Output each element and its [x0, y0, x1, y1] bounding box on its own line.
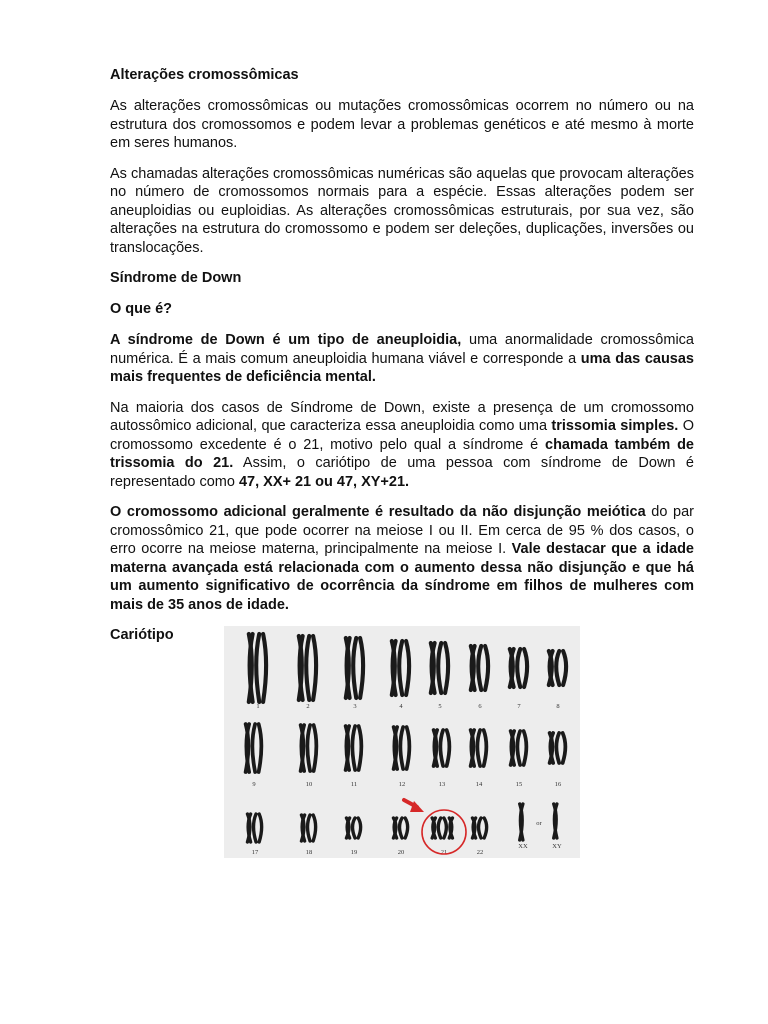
- chromosome-label-12: 12: [398, 781, 406, 788]
- chromosome-label-3: 3: [353, 703, 357, 710]
- chromosome-pair-XY: [554, 804, 557, 838]
- chromosome-pair-17: [247, 814, 261, 842]
- chromosome-pair-5: [431, 643, 448, 693]
- chromosome-pair-18: [301, 815, 315, 841]
- chromosome-label-15: 15: [515, 781, 523, 788]
- chromosome-pair-1: [249, 634, 266, 702]
- paragraph-nondisjunction: O cromossomo adicional geralmente é resultado da não disjunção meiótica do par cromossômico 21, que pode ocorrer na meiose I ou II. Em cerca de 95 % dos casos, o erro ocorre na meiose materna, principalmente na meiose I. Vale destacar que a idade materna avançada está relacionada com o aumento dessa não disjunção e que há um aumento significativo de ocorrência da síndrome em filhos de mulheres com mais de 35 anos de idade.: [110, 504, 694, 613]
- chromosome-pair-3: [346, 638, 363, 698]
- heading-what-is: O que é?: [110, 301, 173, 317]
- document-body: [110, 66, 694, 657]
- chromosome-label-8: 8: [556, 703, 560, 710]
- chromosome-label-5: 5: [438, 703, 442, 710]
- or-label: or: [536, 820, 542, 827]
- heading-karyotype: Cariótipo: [110, 627, 174, 643]
- heading-down-syndrome: Síndrome de Down: [110, 270, 242, 286]
- chromosome-pair-13: [434, 730, 450, 766]
- chromosome-label-14: 14: [475, 781, 483, 788]
- chromosome-pair-21: [432, 818, 452, 838]
- chromosome-pair-6: [471, 646, 488, 690]
- chromosome-label-7: 7: [517, 703, 521, 710]
- chromosome-label-2: 2: [306, 703, 310, 710]
- chromosome-label-10: 10: [305, 781, 313, 788]
- chromosome-pair-7: [510, 649, 527, 687]
- heading-chromosomal-alterations: Alterações cromossômicas: [110, 67, 299, 83]
- chromosome-pair-10: [301, 725, 317, 771]
- chromosome-label-21: 21: [440, 849, 448, 856]
- chromosome-label-9: 9: [252, 781, 256, 788]
- chromosome-label-20: 20: [397, 849, 405, 856]
- chromosome-label-XX: XX: [518, 843, 528, 850]
- chromosome-pair-22: [472, 818, 486, 838]
- chromosome-label-16: 16: [554, 781, 562, 788]
- chromosome-pair-20: [393, 818, 407, 838]
- chromosome-label-11: 11: [350, 781, 358, 788]
- chromosome-pair-12: [394, 727, 410, 769]
- chromosome-pair-19: [346, 818, 360, 838]
- chromosome-label-1: 1: [256, 703, 260, 710]
- chromosome-label-19: 19: [350, 849, 358, 856]
- paragraph-intro: As alterações cromossômicas ou mutações cromossômicas ocorrem no número ou na estrutura dos cromossomos e podem levar a problemas genéticos e até mesmo à morte em seres humanos.: [110, 98, 694, 151]
- chromosome-label-XY: XY: [552, 843, 562, 850]
- chromosome-pair-4: [392, 641, 409, 695]
- chromosome-label-17: 17: [251, 849, 259, 856]
- chromosome-pair-2: [299, 636, 316, 700]
- karyotype-image: [224, 626, 580, 858]
- paragraph-numeric-structural: As chamadas alterações cromossômicas numéricas são aquelas que provocam alterações no número de cromossomos normais para a espécie. Essas alterações podem ser aneuploidias ou euploidias. As alterações cromossômicas estruturais, por sua vez, são alterações na estrutura do cromossomo e podem ser deleções, duplicações, inversões ou translocações.: [110, 165, 694, 256]
- chromosome-label-22: 22: [476, 849, 484, 856]
- chromosome-label-18: 18: [305, 849, 313, 856]
- chromosome-pair-14: [471, 730, 487, 766]
- chromosome-pair-9: [246, 724, 262, 772]
- chromosome-label-13: 13: [438, 781, 446, 788]
- paragraph-definition: A síndrome de Down é um tipo de aneuploidia, uma anormalidade cromossômica numérica. É a mais comum aneuploidia humana viável e corresponde a uma das causas mais frequentes de deficiência mental.: [110, 332, 695, 385]
- chromosome-pair-16: [550, 733, 566, 763]
- chromosome-label-6: 6: [478, 703, 482, 710]
- chromosome-pair-15: [511, 731, 527, 765]
- chromosome-pair-11: [346, 726, 362, 770]
- chromosome-pair-8: [549, 651, 566, 685]
- chromosome-pair-XX: [520, 804, 523, 840]
- paragraph-trisomy: Na maioria dos casos de Síndrome de Down, existe a presença de um cromossomo autossômico adicional, que caracteriza essa aneuploidia como uma trissomia simples. O cromossomo excedente é o 21, motivo pelo qual a síndrome é chamada também de trissomia do 21. Assim, o cariótipo de uma pessoa com síndrome de Down é representado como 47, XX+ 21 ou 47, XY+21.: [110, 399, 695, 490]
- chromosome-label-4: 4: [399, 703, 403, 710]
